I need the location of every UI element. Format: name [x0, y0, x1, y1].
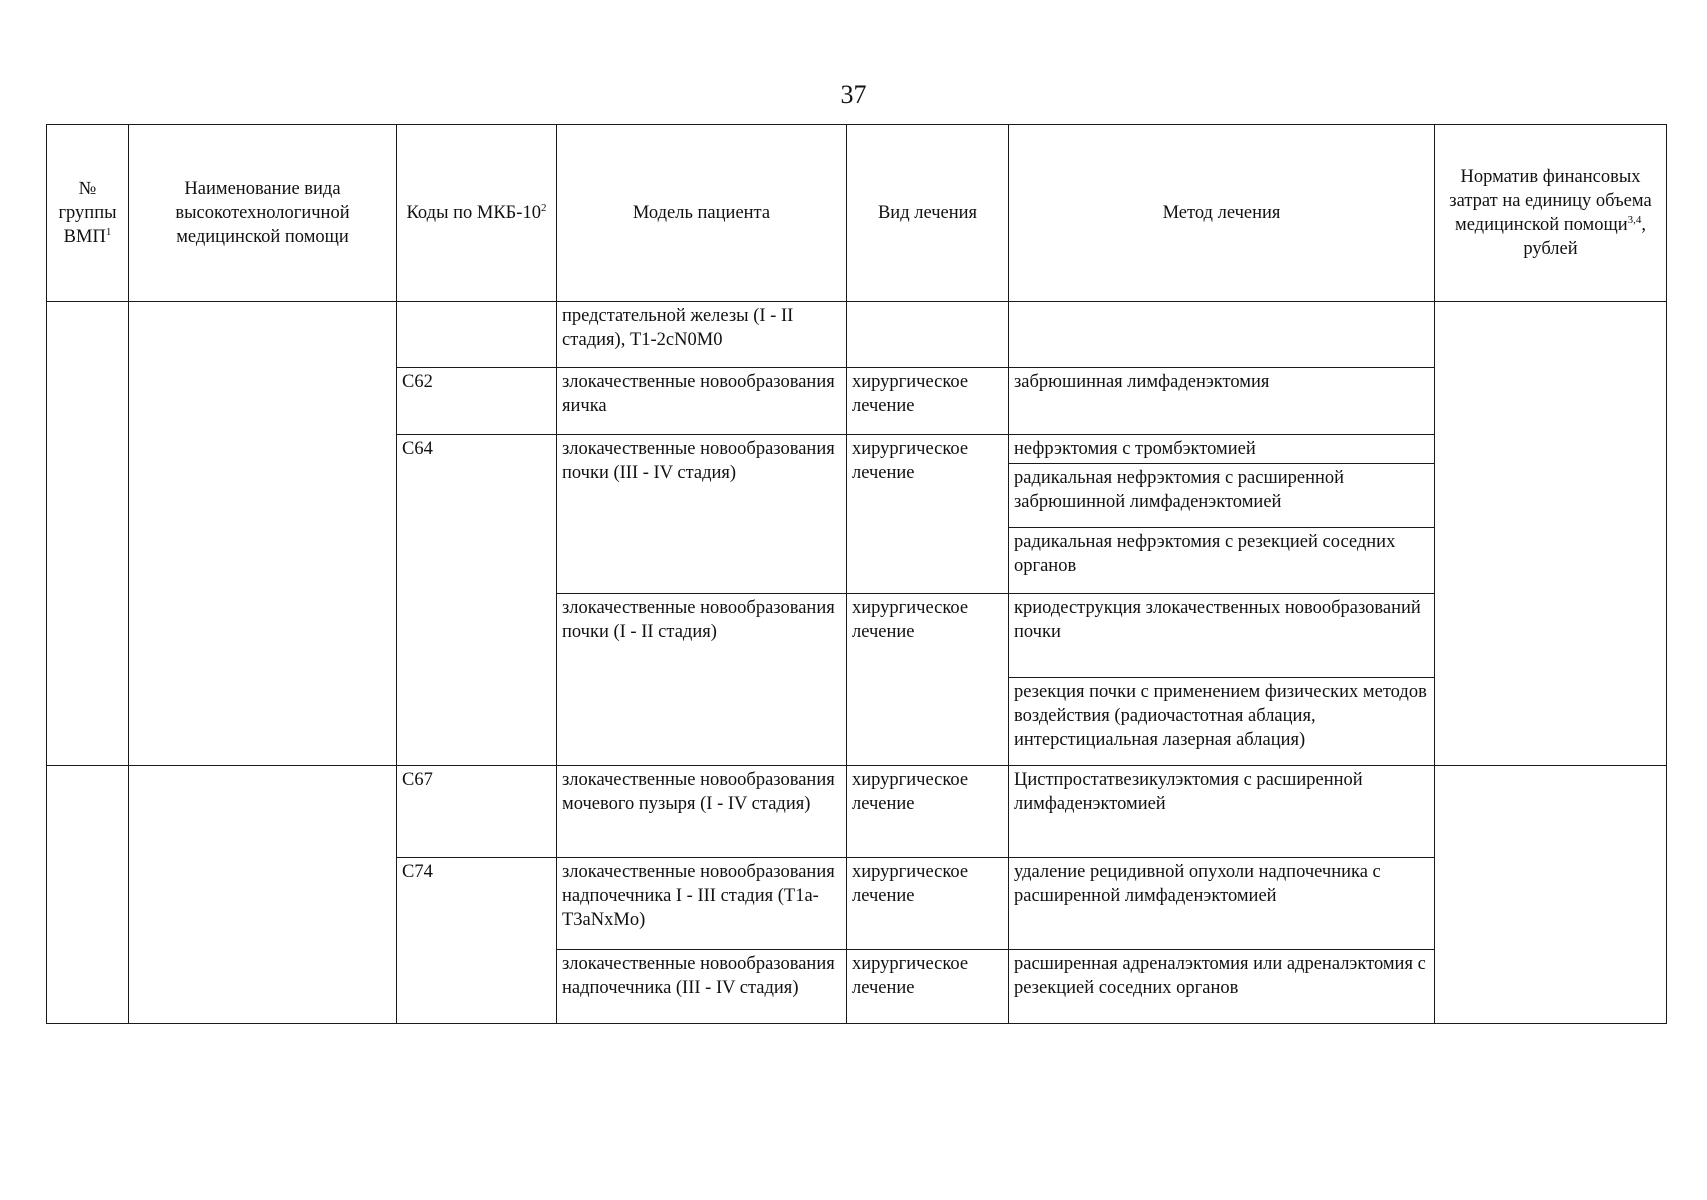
header-patient-model: Модель пациента	[557, 125, 847, 302]
treatment-method-cell: удаление рецидивной опухоли надпочечника с расширенной лимфаденэктомией	[1009, 858, 1435, 950]
treatment-type-cell: хирургическое лечение	[847, 858, 1009, 950]
table-row	[47, 766, 1667, 858]
treatment-method-cell	[1009, 302, 1435, 368]
treatment-type-cell: хирургическое лечение	[847, 766, 1009, 858]
patient-model-cell: предстательной железы (I - II стадия), T1-2cN0M0	[557, 302, 847, 368]
treatment-method-cell: радикальная нефрэктомия с расширенной забрюшинной лимфаденэктомией	[1009, 464, 1435, 528]
treatment-method-cell: криодеструкция злокачественных новообразований почки	[1009, 594, 1435, 678]
patient-model-cell: злокачественные новообразования почки (III - IV стадия)	[557, 435, 847, 594]
treatment-type-cell: хирургическое лечение	[847, 594, 1009, 766]
header-group-number: № группы ВМП$^1$	[47, 125, 129, 302]
treatment-method-cell: нефрэктомия с тромбэктомией	[1009, 435, 1435, 464]
page-number: 37	[840, 80, 867, 109]
patient-model-cell: злокачественные новообразования яичка	[557, 368, 847, 435]
icd-code-cell: C67	[397, 766, 557, 858]
treatment-type-cell: хирургическое лечение	[847, 435, 1009, 594]
icd-code-cell: C62	[397, 368, 557, 435]
treatment-method-cell: расширенная адреналэктомия или адреналэктомия с резекцией соседних органов	[1009, 950, 1435, 1024]
cost-norm-cell	[1435, 766, 1667, 1024]
header-care-type: Наименование вида высокотехнологичной медицинской помощи	[129, 125, 397, 302]
treatment-type-cell: хирургическое лечение	[847, 950, 1009, 1024]
treatment-method-cell: Цистпростатвезикулэктомия с расширенной лимфаденэктомией	[1009, 766, 1435, 858]
treatment-method-cell: забрюшинная лимфаденэктомия	[1009, 368, 1435, 435]
care-type-cell	[129, 766, 397, 1024]
table-row	[47, 302, 1667, 368]
patient-model-cell: злокачественные новообразования надпочечника I - III стадия (T1a-T3aNxMo)	[557, 858, 847, 950]
patient-model-cell: злокачественные новообразования мочевого пузыря (I - IV стадия)	[557, 766, 847, 858]
header-treatment-method: Метод лечения	[1009, 125, 1435, 302]
vmp-table	[46, 124, 1667, 1024]
group-number-cell	[47, 766, 129, 1024]
icd-code-cell	[397, 302, 557, 368]
group-number-cell	[47, 302, 129, 766]
care-type-cell	[129, 302, 397, 766]
cost-norm-cell	[1435, 302, 1667, 766]
header-treatment-type: Вид лечения	[847, 125, 1009, 302]
treatment-method-cell: резекция почки с применением физических методов воздействия (радиочастотная аблация, интерстициальная лазерная аблация)	[1009, 678, 1435, 766]
icd-code-cell: C74	[397, 858, 557, 1024]
table-header-row	[47, 125, 1667, 302]
patient-model-cell: злокачественные новообразования почки (I - II стадия)	[557, 594, 847, 766]
treatment-type-cell	[847, 302, 1009, 368]
treatment-method-cell: радикальная нефрэктомия с резекцией соседних органов	[1009, 528, 1435, 594]
treatment-type-cell: хирургическое лечение	[847, 368, 1009, 435]
header-cost-norm: Норматив финансовых затрат на единицу объема медицинской помощи$^{3,4}$, рублей	[1435, 125, 1667, 302]
icd-code-cell: C64	[397, 435, 557, 766]
patient-model-cell: злокачественные новообразования надпочечника (III - IV стадия)	[557, 950, 847, 1024]
header-icd-codes: Коды по МКБ-$10^2$	[397, 125, 557, 302]
